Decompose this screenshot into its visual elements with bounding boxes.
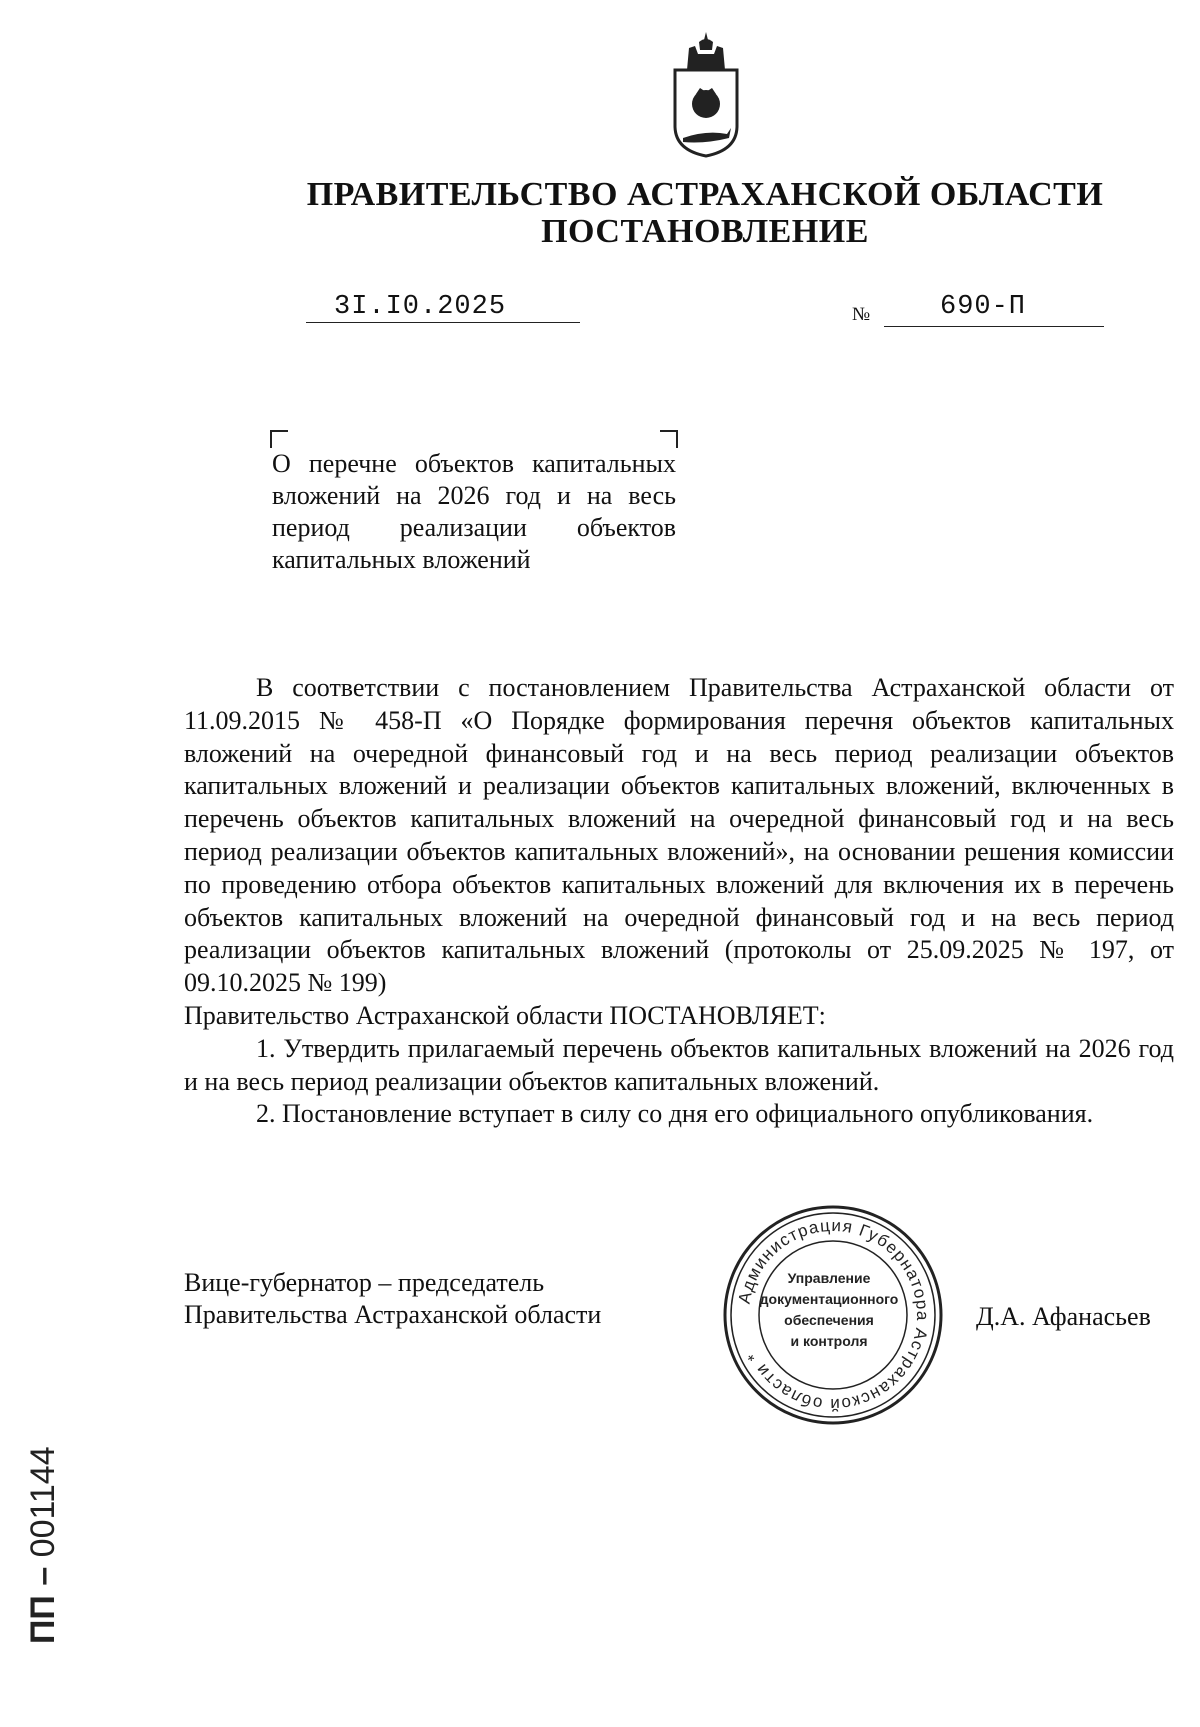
document-body bbox=[184, 672, 1174, 1131]
body-item-2: 2. Постановление вступает в силу со дня его официального опубликования. bbox=[256, 1099, 1094, 1129]
seal-inner-line-4: и контроля bbox=[790, 1333, 868, 1349]
seal-inner-line-3: обеспечения bbox=[784, 1312, 874, 1328]
subject-corner-right bbox=[660, 430, 678, 448]
document-subject: О перечне объектов капитальных вложений на 2026 год и на весь период реализации объектов капитальных вложений bbox=[272, 449, 676, 574]
body-paragraph-resolves: Правительство Астраханской области ПОСТАНОВЛЯЕТ: bbox=[184, 1000, 826, 1030]
registration-prefix: ПП – bbox=[24, 1566, 62, 1644]
document-date: 3I.I0.2025 bbox=[334, 292, 507, 322]
seal-ring-text: Администрация Губернатора Астраханской области * bbox=[734, 1215, 933, 1415]
seal-inner-line-2: документационного bbox=[759, 1291, 899, 1307]
issuer-heading: ПРАВИТЕЛЬСТВО АСТРАХАНСКОЙ ОБЛАСТИ bbox=[306, 176, 1104, 213]
number-underline bbox=[884, 326, 1104, 327]
body-paragraph-preamble: В соответствии с постановлением Правительства Астраханской области от 11.09.2015 № 458-П «О Порядке формирования перечня объектов капитальных вложений на очередной финансовый год и на весь период реализации объектов капитальных вложений и реализации объектов капитальных вложений, включенных в перечень объектов капитальных вложений на очередной финансовый год и на весь период реализации объектов капитальных вложений», на основании решения комиссии по проведению отбора объектов капитальных вложений для включения их в перечень объектов капитальных вложений на очередной финансовый год и на весь период реализации объектов капитальных вложений (протоколы от 25.09.2025 № 197, от 09.10.2025 № 199) bbox=[184, 673, 1174, 998]
signatory-name: Д.А. Афанасьев bbox=[976, 1302, 1151, 1331]
signer-position-line-2: Правительства Астраханской области bbox=[184, 1300, 602, 1329]
number-sign: № bbox=[852, 304, 871, 325]
seal-center-text bbox=[756, 1268, 902, 1352]
registration-number bbox=[24, 1394, 64, 1644]
registration-code: 001144 bbox=[24, 1446, 62, 1558]
body-item-1: 1. Утвердить прилагаемый перечень объектов капитальных вложений на 2026 год и на весь период реализации объектов капитальных вложений. bbox=[184, 1033, 1174, 1096]
coat-of-arms-emblem bbox=[665, 30, 747, 160]
signer-position bbox=[184, 1267, 601, 1331]
signer-position-line-1: Вице-губернатор – председатель bbox=[184, 1268, 545, 1297]
date-underline bbox=[306, 322, 580, 323]
subject-corner-left bbox=[270, 430, 288, 448]
document-number: 690-П bbox=[940, 292, 1027, 322]
seal-inner-line-1: Управление bbox=[787, 1270, 871, 1286]
document-type-heading: ПОСТАНОВЛЕНИЕ bbox=[541, 213, 869, 250]
